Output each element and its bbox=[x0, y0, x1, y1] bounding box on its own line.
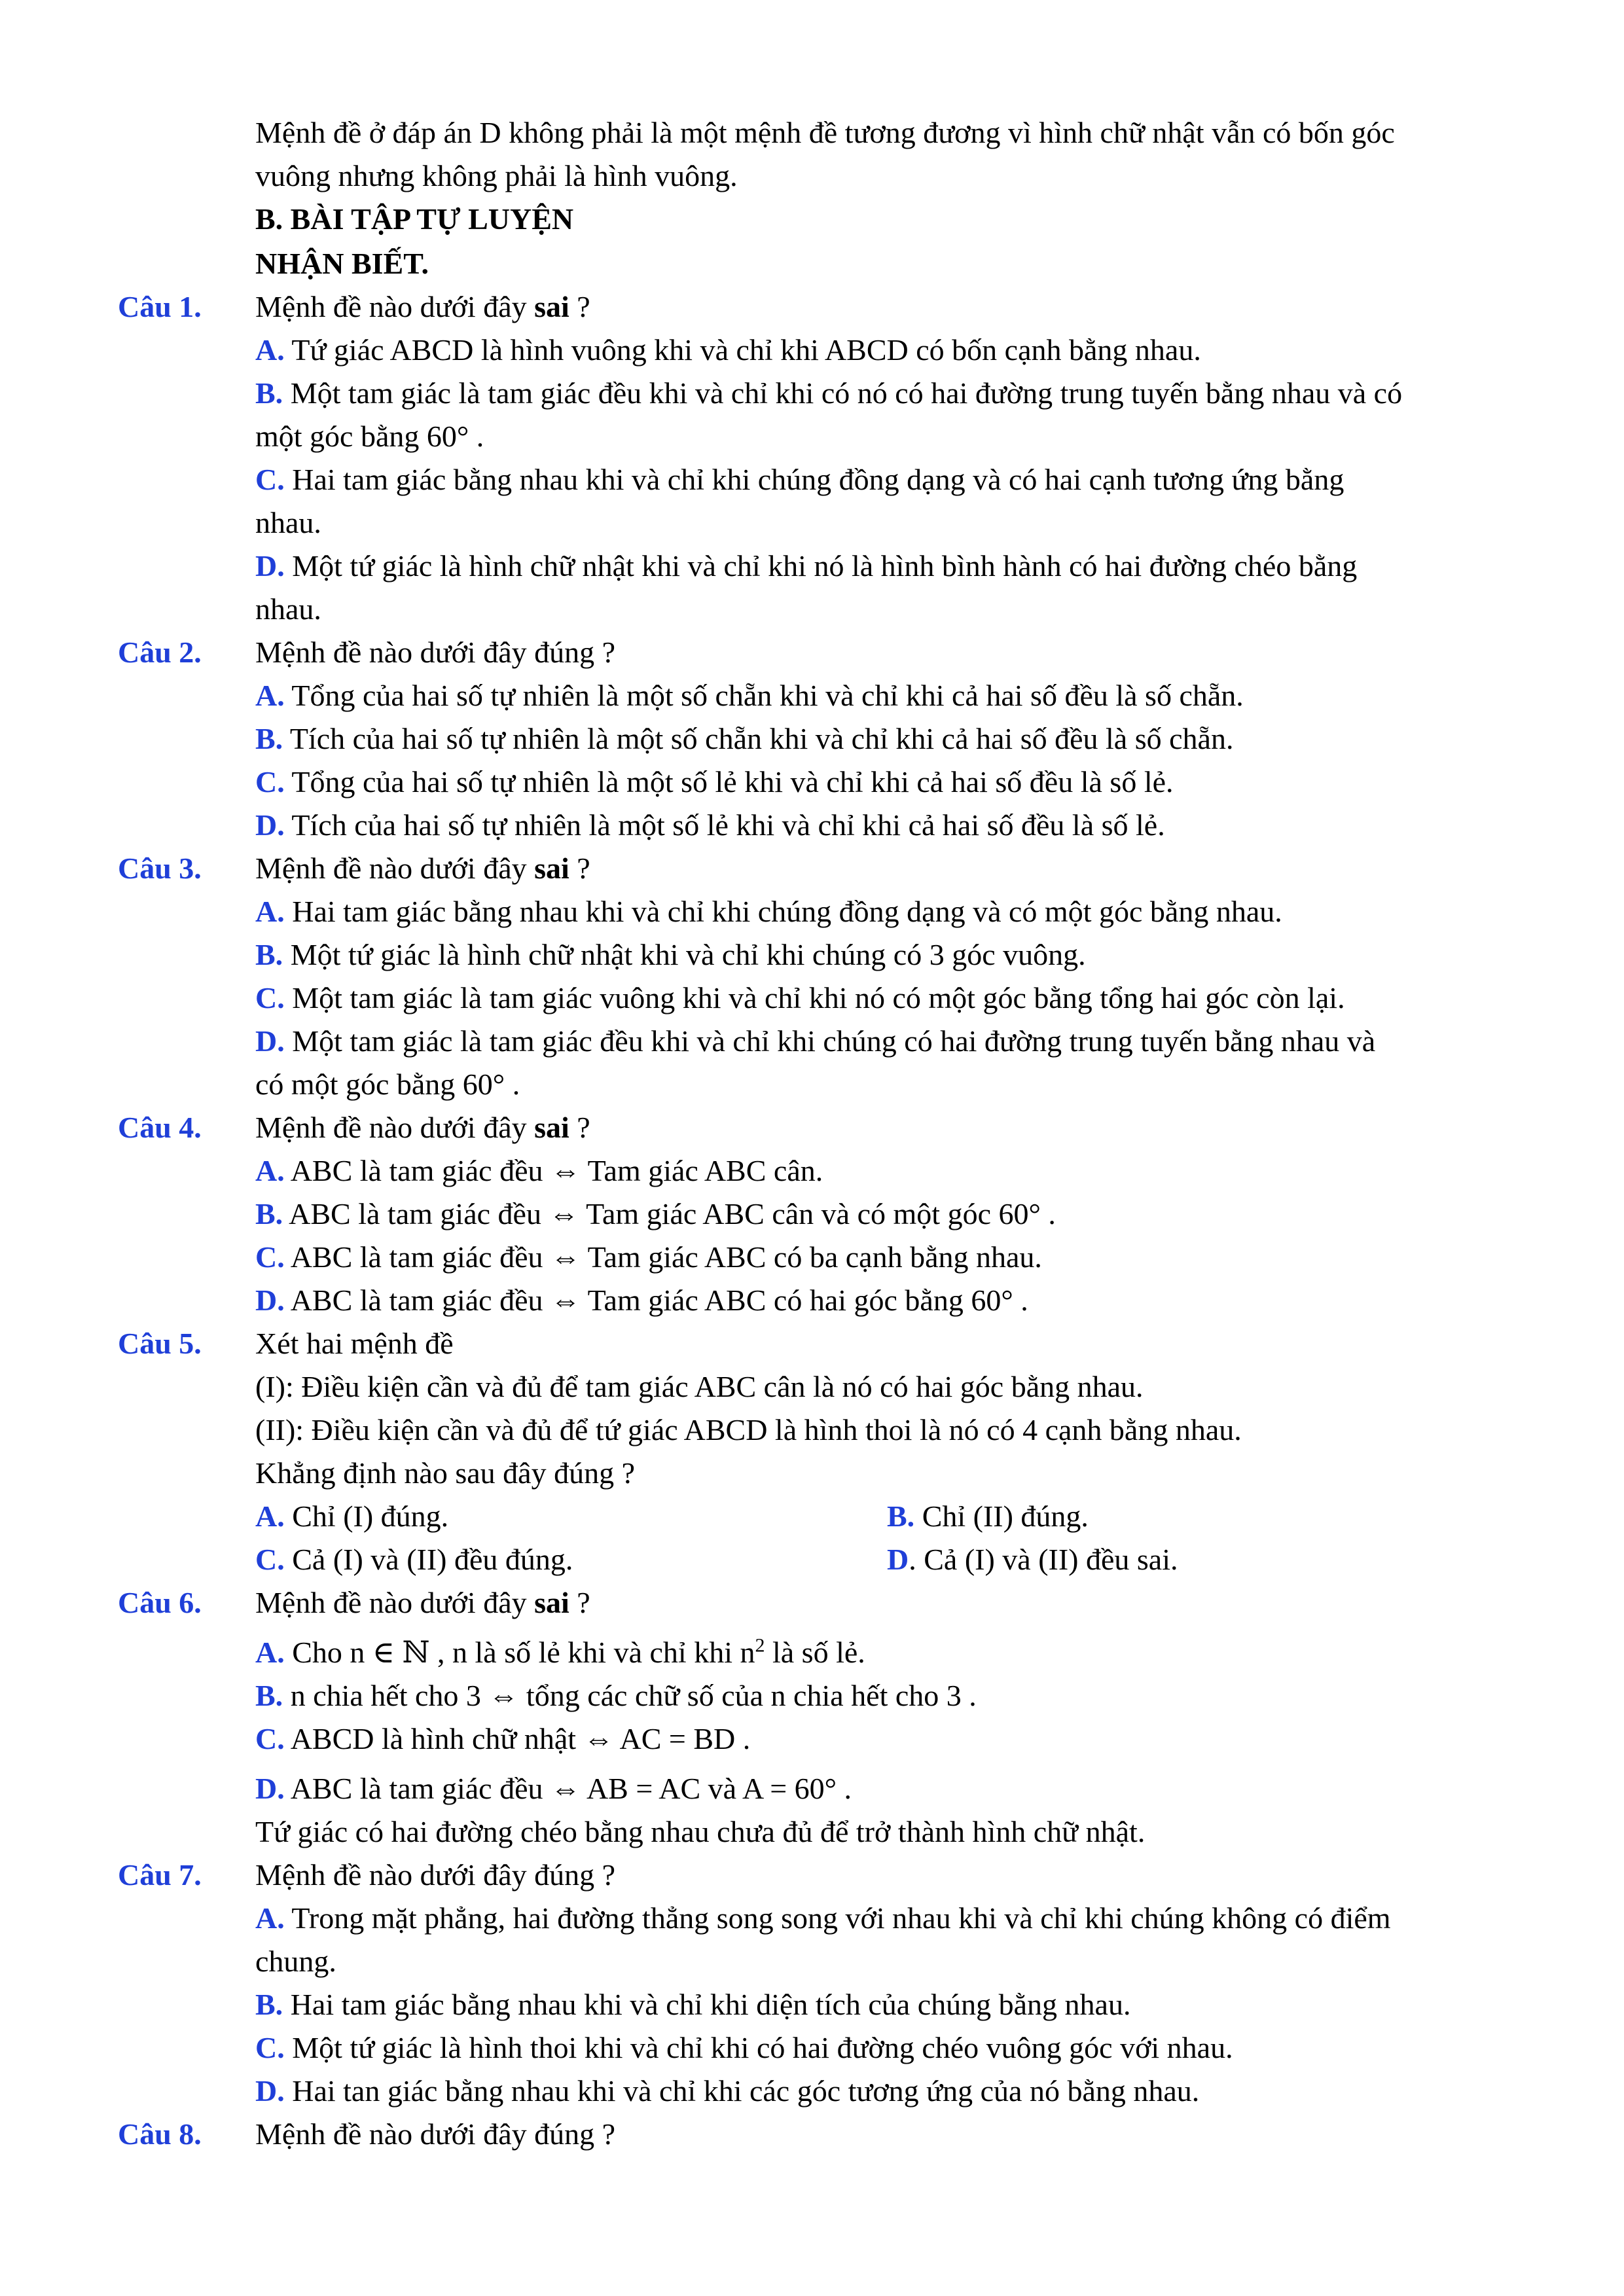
option-text: Một tứ giác là hình chữ nhật khi và chỉ khi chúng có 3 góc vuông. bbox=[283, 938, 1086, 971]
option-c[interactable] bbox=[118, 977, 1519, 1020]
question-header bbox=[118, 285, 1519, 329]
option-letter: A. bbox=[255, 679, 285, 712]
option-text: Tứ giác ABCD là hình vuông khi và chỉ khi ABCD có bốn cạnh bằng nhau. bbox=[284, 333, 1201, 367]
option-letter: D. bbox=[255, 808, 285, 842]
option-text: Tổng của hai số tự nhiên là một số chẵn khi và chỉ khi cả hai số đều là số chẵn. bbox=[284, 679, 1244, 712]
option-a[interactable] bbox=[118, 1897, 1519, 1983]
option-text-end: là số lẻ. bbox=[765, 1636, 865, 1669]
option-a[interactable] bbox=[118, 329, 1519, 372]
question-stem bbox=[255, 1106, 1519, 1149]
option-c[interactable] bbox=[255, 1538, 887, 1581]
option-d[interactable] bbox=[118, 2070, 1519, 2113]
option-text: Hai tam giác bằng nhau khi và chỉ khi chúng đồng dạng và có hai cạnh tương ứng bằng bbox=[284, 463, 1344, 496]
option-letter: B. bbox=[887, 1499, 915, 1533]
intro-paragraph bbox=[118, 111, 1519, 198]
option-text: Hai tam giác bằng nhau khi và chỉ khi diện tích của chúng bằng nhau. bbox=[283, 1988, 1131, 2021]
option-letter: C. bbox=[255, 981, 285, 1014]
option-letter: C. bbox=[255, 1543, 285, 1576]
question-label: Câu 4. bbox=[118, 1111, 202, 1144]
intro-line-1: Mệnh đề ở đáp án D không phải là một mệnh đề tương đương vì hình chữ nhật vẫn có bốn góc bbox=[255, 116, 1395, 149]
question-header bbox=[118, 1322, 1519, 1365]
option-letter: A. bbox=[255, 895, 285, 928]
stem-keyword: sai bbox=[534, 1586, 569, 1619]
option-text: ABC là tam giác đều ⇔ Tam giác ABC có ba cạnh bằng nhau. bbox=[284, 1240, 1042, 1274]
option-text: Chỉ (II) đúng. bbox=[914, 1499, 1089, 1533]
option-letter: B. bbox=[255, 1988, 283, 2021]
stem-text: Mệnh đề nào dưới đây bbox=[255, 290, 535, 323]
option-text: . Cả (I) và (II) đều sai. bbox=[909, 1543, 1178, 1576]
option-text: ABC là tam giác đều ⇔ AB = AC và A = 60° . bbox=[284, 1772, 852, 1805]
question-stem bbox=[255, 1581, 1519, 1624]
option-b[interactable] bbox=[887, 1495, 1519, 1538]
stem-text: Mệnh đề nào dưới đây bbox=[255, 1586, 535, 1619]
statement-1: (I): Điều kiện cần và đủ để tam giác ABC cân là nó có hai góc bằng nhau. bbox=[255, 1370, 1144, 1403]
option-letter: B. bbox=[255, 722, 283, 755]
question-label: Câu 1. bbox=[118, 290, 202, 323]
option-a[interactable] bbox=[255, 1495, 887, 1538]
option-c[interactable] bbox=[118, 458, 1519, 545]
stem-text: Mệnh đề nào dưới đây bbox=[255, 1111, 535, 1144]
option-letter: A. bbox=[255, 1901, 285, 1935]
option-text: Cả (I) và (II) đều đúng. bbox=[284, 1543, 573, 1576]
option-b[interactable] bbox=[118, 717, 1519, 761]
option-text: Tích của hai số tự nhiên là một số lẻ khi và chỉ khi cả hai số đều là số lẻ. bbox=[284, 808, 1165, 842]
question-header bbox=[118, 631, 1519, 674]
option-text: Một tứ giác là hình thoi khi và chỉ khi có hai đường chéo vuông góc với nhau. bbox=[284, 2031, 1233, 2064]
option-letter: C. bbox=[255, 1722, 285, 1755]
option-text: Chỉ (I) đúng. bbox=[284, 1499, 449, 1533]
option-a[interactable] bbox=[118, 890, 1519, 933]
option-a[interactable] bbox=[118, 1149, 1519, 1193]
option-text: ABC là tam giác đều ⇔ Tam giác ABC cân. bbox=[284, 1154, 823, 1187]
option-c[interactable] bbox=[118, 1717, 1519, 1761]
option-letter: D. bbox=[255, 1772, 285, 1805]
option-text: n chia hết cho 3 ⇔ tổng các chữ số của n chia hết cho 3 . bbox=[283, 1679, 977, 1712]
option-text: Một tứ giác là hình chữ nhật khi và chỉ khi nó là hình bình hành có hai đường chéo bằng bbox=[284, 549, 1358, 583]
question-header bbox=[118, 2113, 1519, 2156]
level-title: NHẬN BIẾT. bbox=[255, 247, 429, 280]
option-letter: C. bbox=[255, 765, 285, 798]
question-stem: Mệnh đề nào dưới đây đúng ? bbox=[255, 636, 616, 669]
question-stem: Xét hai mệnh đề bbox=[255, 1327, 454, 1360]
stem-keyword: sai bbox=[534, 1111, 569, 1144]
option-text: Tích của hai số tự nhiên là một số chẵn khi và chỉ khi cả hai số đều là số chẵn. bbox=[283, 722, 1234, 755]
option-letter: D. bbox=[255, 549, 285, 583]
page-content bbox=[118, 111, 1519, 2156]
question-label: Câu 3. bbox=[118, 852, 202, 885]
question-header bbox=[118, 847, 1519, 890]
option-text-cont: nhau. bbox=[255, 506, 321, 539]
question-4 bbox=[118, 1106, 1519, 1322]
options-row-1 bbox=[118, 1495, 1519, 1538]
option-text: Một tam giác là tam giác đều khi và chỉ khi chúng có hai đường trung tuyến bằng nhau và bbox=[284, 1024, 1376, 1058]
option-letter: A. bbox=[255, 1499, 285, 1533]
question-stem bbox=[255, 847, 1519, 890]
option-d[interactable] bbox=[118, 1020, 1519, 1106]
stem-keyword: sai bbox=[534, 852, 569, 885]
question-header bbox=[118, 1581, 1519, 1624]
option-letter: C. bbox=[255, 1240, 285, 1274]
question-2 bbox=[118, 631, 1519, 847]
question-label: Câu 7. bbox=[118, 1858, 202, 1892]
option-b[interactable] bbox=[118, 372, 1519, 458]
option-text: ABC là tam giác đều ⇔ Tam giác ABC cân và có một góc 60° . bbox=[283, 1197, 1056, 1230]
question-1 bbox=[118, 285, 1519, 631]
stem-text: Mệnh đề nào dưới đây bbox=[255, 852, 535, 885]
option-letter: D. bbox=[255, 1283, 285, 1317]
question-6 bbox=[118, 1581, 1519, 1854]
option-text: Trong mặt phẳng, hai đường thẳng song song với nhau khi và chỉ khi chúng không có điểm bbox=[284, 1901, 1391, 1935]
option-text-cont: nhau. bbox=[255, 592, 321, 626]
question-label: Câu 5. bbox=[118, 1327, 202, 1360]
superscript: 2 bbox=[755, 1634, 765, 1657]
stem-end: ? bbox=[569, 852, 590, 885]
stem-end: ? bbox=[569, 290, 590, 323]
option-c[interactable] bbox=[118, 1236, 1519, 1279]
question-8 bbox=[118, 2113, 1519, 2156]
options-row-2 bbox=[118, 1538, 1519, 1581]
question-7 bbox=[118, 1854, 1519, 2113]
option-text-cont: chung. bbox=[255, 1945, 336, 1978]
option-text-cont: có một góc bằng 60° . bbox=[255, 1067, 520, 1101]
explanation-note: Tứ giác có hai đường chéo bằng nhau chưa đủ để trở thành hình chữ nhật. bbox=[255, 1815, 1146, 1848]
option-text: ABC là tam giác đều ⇔ Tam giác ABC có hai góc bằng 60° . bbox=[284, 1283, 1028, 1317]
option-letter: B. bbox=[255, 938, 283, 971]
option-d[interactable] bbox=[118, 804, 1519, 847]
question-stem: Mệnh đề nào dưới đây đúng ? bbox=[255, 1858, 616, 1892]
option-d[interactable] bbox=[118, 545, 1519, 631]
option-text: Một tam giác là tam giác đều khi và chỉ khi có nó có hai đường trung tuyến bằng nhau và có bbox=[283, 376, 1403, 410]
option-letter: D. bbox=[255, 1024, 285, 1058]
option-letter: A. bbox=[255, 1154, 285, 1187]
option-c[interactable] bbox=[118, 761, 1519, 804]
option-a[interactable] bbox=[118, 674, 1519, 717]
option-letter: A. bbox=[255, 333, 285, 367]
option-d[interactable] bbox=[118, 1767, 1519, 1810]
stem-end: ? bbox=[569, 1586, 590, 1619]
option-letter: D bbox=[887, 1543, 909, 1576]
option-d[interactable] bbox=[118, 1279, 1519, 1322]
option-letter: B. bbox=[255, 1679, 283, 1712]
option-letter: C. bbox=[255, 463, 285, 496]
question-3 bbox=[118, 847, 1519, 1106]
question-label: Câu 2. bbox=[118, 636, 202, 669]
question-prompt: Khẳng định nào sau đây đúng ? bbox=[255, 1456, 635, 1490]
question-5 bbox=[118, 1322, 1519, 1581]
section-title: B. BÀI TẬP TỰ LUYỆN bbox=[255, 202, 574, 236]
option-text: Hai tan giác bằng nhau khi và chỉ khi các góc tương ứng của nó bằng nhau. bbox=[284, 2074, 1200, 2108]
question-header bbox=[118, 1854, 1519, 1897]
option-b[interactable] bbox=[118, 1983, 1519, 2026]
option-letter: B. bbox=[255, 376, 283, 410]
option-b[interactable] bbox=[118, 933, 1519, 977]
option-text: Tổng của hai số tự nhiên là một số lẻ khi và chỉ khi cả hai số đều là số lẻ. bbox=[284, 765, 1174, 798]
question-label: Câu 8. bbox=[118, 2117, 202, 2151]
question-label: Câu 6. bbox=[118, 1586, 202, 1619]
option-text: Hai tam giác bằng nhau khi và chỉ khi chúng đồng dạng và có một góc bằng nhau. bbox=[284, 895, 1282, 928]
option-letter: A. bbox=[255, 1636, 285, 1669]
option-text: Một tam giác là tam giác vuông khi và chỉ khi nó có một góc bằng tổng hai góc còn lại. bbox=[284, 981, 1345, 1014]
stem-end: ? bbox=[569, 1111, 590, 1144]
option-c[interactable] bbox=[118, 2026, 1519, 2070]
question-stem: Mệnh đề nào dưới đây đúng ? bbox=[255, 2117, 616, 2151]
option-text-cont: một góc bằng 60° . bbox=[255, 420, 484, 453]
statement-2: (II): Điều kiện cần và đủ để tứ giác ABCD là hình thoi là nó có 4 cạnh bằng nhau. bbox=[255, 1413, 1242, 1446]
option-letter: D. bbox=[255, 2074, 285, 2108]
option-text: ABCD là hình chữ nhật ⇔ AC = BD . bbox=[284, 1722, 751, 1755]
option-letter: B. bbox=[255, 1197, 283, 1230]
option-text: Cho n ∈ ℕ , n là số lẻ khi và chỉ khi n bbox=[284, 1636, 755, 1669]
option-b[interactable] bbox=[118, 1674, 1519, 1717]
intro-line-2: vuông nhưng không phải là hình vuông. bbox=[255, 159, 738, 192]
question-stem bbox=[255, 285, 1519, 329]
question-header bbox=[118, 1106, 1519, 1149]
option-d[interactable] bbox=[887, 1538, 1519, 1581]
option-a[interactable] bbox=[118, 1631, 1519, 1674]
option-b[interactable] bbox=[118, 1193, 1519, 1236]
option-letter: C. bbox=[255, 2031, 285, 2064]
stem-keyword: sai bbox=[534, 290, 569, 323]
